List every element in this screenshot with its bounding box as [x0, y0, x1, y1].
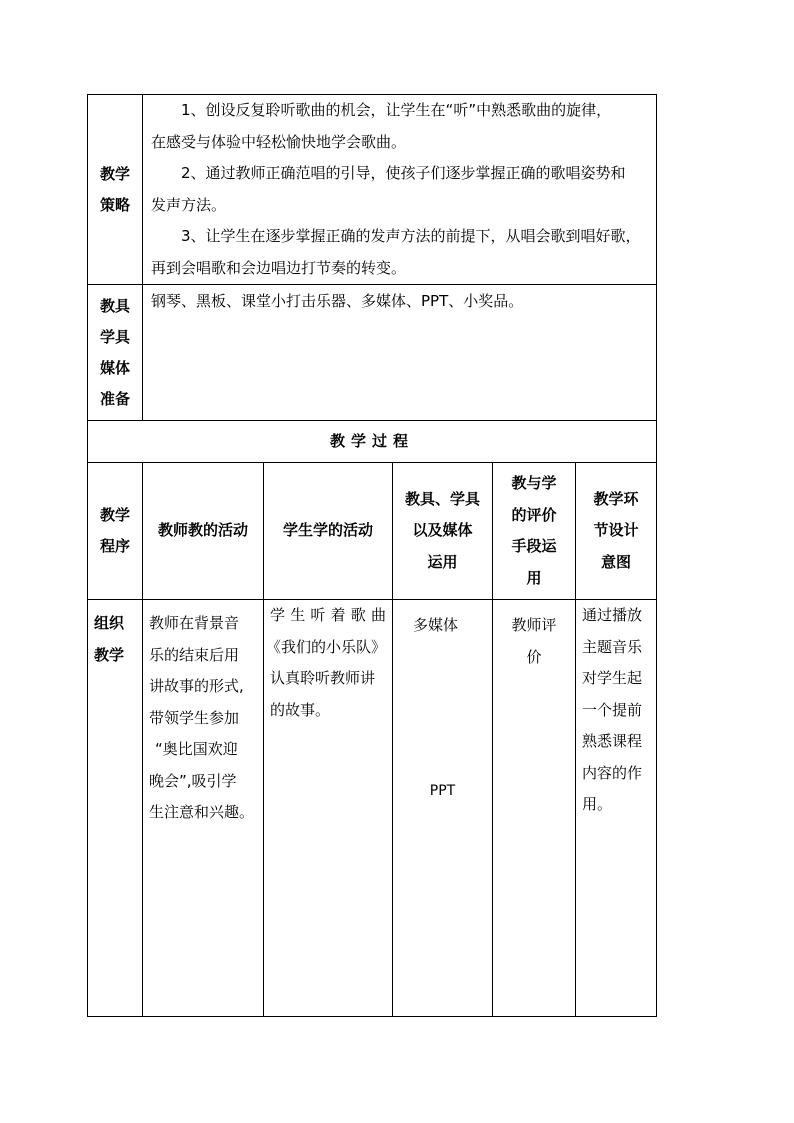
process-header-row	[88, 463, 657, 600]
process-content-row	[88, 600, 657, 1017]
header-line: 程序	[99, 537, 130, 555]
tools-label	[88, 285, 143, 421]
header-line: 手段运	[511, 537, 557, 555]
header-teacher: 教师教的活动	[143, 463, 264, 600]
header-step	[88, 463, 143, 600]
row-line: 带领学生参加	[149, 708, 240, 727]
process-title: 教学过程	[88, 421, 657, 463]
strategy-label-line: 策略	[99, 195, 130, 214]
row-line: 晚会”,吸引学	[149, 771, 237, 790]
row-teacher	[143, 600, 264, 1017]
strategy-line: 在感受与体验中轻松愉快地学会歌曲。	[151, 132, 407, 151]
row-line: 学生听着歌曲	[270, 606, 386, 624]
row-line: “奥比国欢迎	[155, 740, 238, 758]
header-media	[393, 463, 493, 600]
tools-label-line: 学具	[99, 327, 130, 346]
header-line: 教具、学具	[404, 489, 480, 508]
row-line: 教师在背景音	[149, 614, 240, 632]
strategy-line: 2、通过教师正确范唱的引导，使孩子们逐步掌握正确的歌唱姿势和	[181, 164, 626, 182]
strategy-label	[88, 95, 143, 285]
strategy-row	[88, 95, 657, 285]
row-line: 价	[526, 647, 542, 666]
strategy-line: 再到会唱歌和会边唱边打节奏的转变。	[151, 258, 407, 277]
row-line: 对学生起	[582, 669, 643, 687]
tools-label-line: 教具	[99, 296, 130, 315]
tools-label-line: 媒体	[99, 358, 130, 377]
lesson-plan-table	[87, 94, 657, 1017]
row-line: 教学	[94, 645, 125, 664]
row-line: 生注意和兴趣。	[149, 803, 255, 821]
row-line: 乐的结束后用	[149, 645, 240, 664]
row-step	[88, 600, 143, 1017]
process-title-row	[88, 421, 657, 463]
row-line: 组织	[94, 614, 125, 632]
tools-content: 钢琴、黑板、课堂小打击乐器、多媒体、PPT、小奖品。	[143, 285, 657, 421]
row-media	[393, 600, 493, 1017]
strategy-line: 3、让学生在逐步掌握正确的发声方法的前提下，从唱会歌到唱好歌，	[181, 227, 641, 245]
row-line: 熟悉课程	[582, 732, 643, 750]
row-eval	[493, 600, 576, 1017]
row-line: 主题音乐	[582, 637, 643, 656]
row-line: 用。	[582, 795, 613, 813]
strategy-line: 发声方法。	[151, 195, 227, 214]
tools-label-line: 准备	[99, 389, 130, 408]
header-line: 的评价	[511, 505, 557, 524]
row-line: 一个提前	[582, 700, 643, 719]
header-student: 学生学的活动	[264, 463, 393, 600]
row-line: 讲故事的形式,	[149, 677, 244, 695]
row-design	[576, 600, 657, 1017]
row-line: 内容的作	[582, 763, 643, 782]
header-line: 用	[526, 568, 542, 587]
tools-row	[88, 285, 657, 421]
header-line: 教学环	[593, 489, 639, 508]
row-media-item: PPT	[429, 783, 456, 799]
strategy-content	[143, 95, 657, 285]
row-line: 认真聆听教师讲	[270, 669, 376, 687]
header-line: 教与学	[511, 474, 557, 492]
row-line: 教师评	[511, 616, 557, 634]
header-line: 意图	[601, 552, 632, 571]
header-design	[576, 463, 657, 600]
header-eval	[493, 463, 576, 600]
header-line: 教学	[99, 505, 130, 524]
row-line: 通过播放	[582, 606, 643, 624]
header-line: 运用	[427, 552, 458, 571]
row-student	[264, 600, 393, 1017]
row-line: 《我们的小乐队》	[266, 637, 387, 656]
row-media-item: 多媒体	[413, 616, 459, 634]
header-line: 以及媒体	[412, 521, 473, 540]
strategy-label-line: 教学	[99, 164, 130, 183]
strategy-line: 1、创设反复聆听歌曲的机会，让学生在“听”中熟悉歌曲的旋律，	[181, 101, 612, 119]
header-line: 节设计	[593, 521, 639, 540]
row-line: 的故事。	[270, 700, 331, 719]
